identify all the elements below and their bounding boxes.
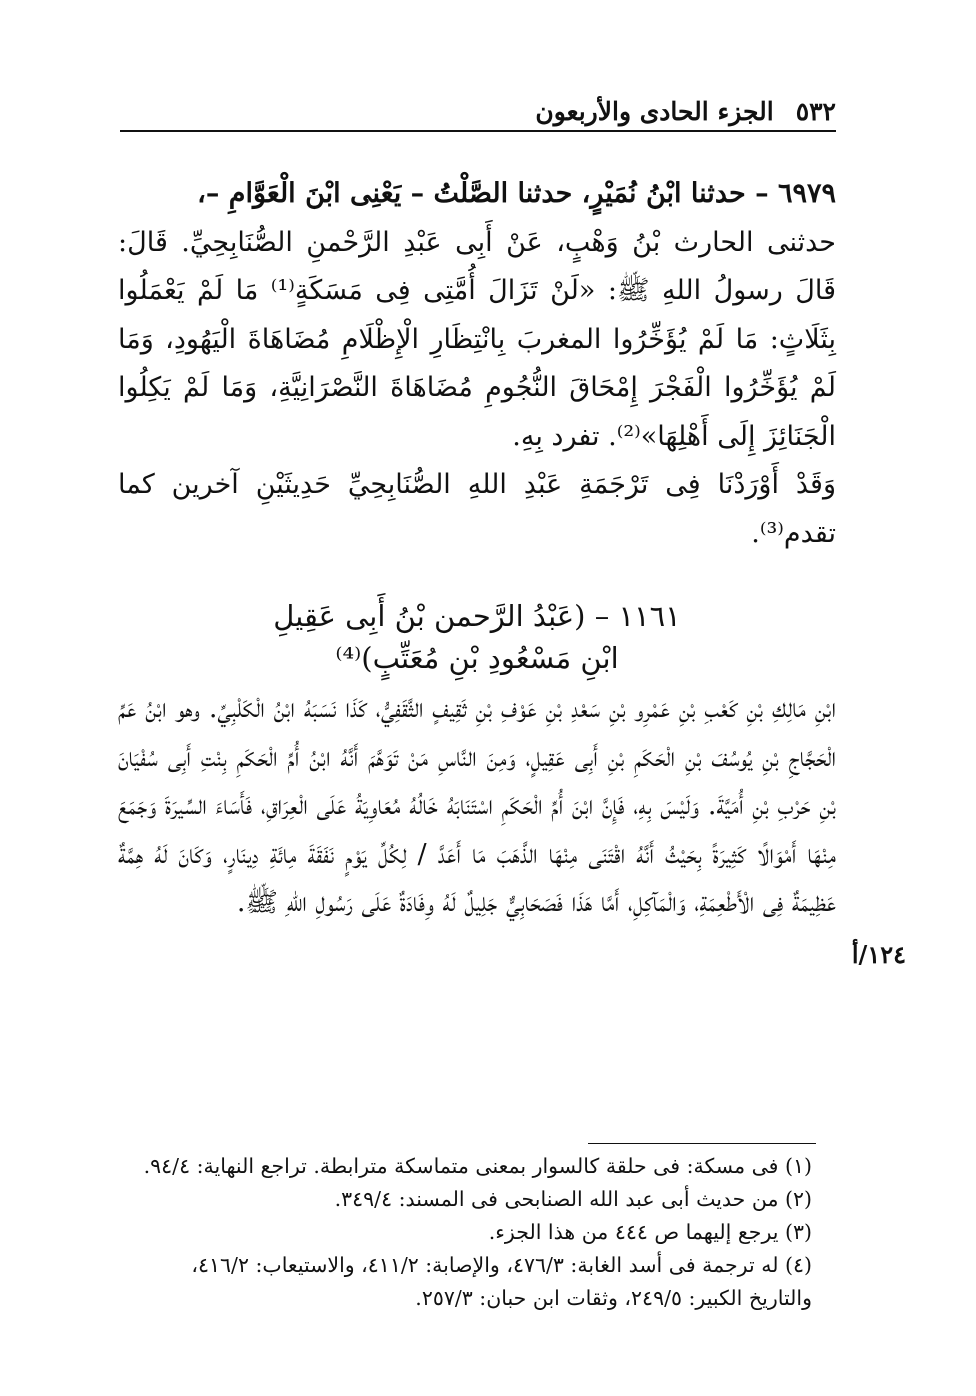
hadith-block xyxy=(118,170,836,558)
footnotes xyxy=(112,1150,812,1315)
hadith-isnad: ٦٩٧٩ – حدثنا ابْنُ نُمَيْرٍ، حدثنا الصَّلْتُ – يَعْنِى ابْنَ الْعَوَّامِ –، xyxy=(197,178,836,209)
footnote-4-continuation: والتاريخ الكبير: ٢٤٩/٥، وثقات ابن حبان: ٢٥٧/٣. xyxy=(415,1286,812,1310)
running-title: الجزء الحادى والأربعون xyxy=(535,97,774,126)
section-title-line1: ١١٦١ – (عَبْدُ الرَّحمن بْنُ أَبِى عَقِيلِ xyxy=(273,599,681,633)
biography-section xyxy=(118,595,836,928)
section-body: ابْنِ مَالِكِ بْنِ كَعْبِ بْنِ عَمْرِو بْنِ سَعْدِ بْنِ عَوْفِ بْنِ ثَقِيفٍ الثَّقَفِيُّ، كَذَا نَسَبَهُ ابْنُ الْكَلْبِيِّ. وهو ابْنُ عَمِّ الْحَجَّاجِ بْنِ يُوسُفَ بْنِ الْحَكَمِ بْنِ أَبِى عَقِيلٍ، وَمِنَ النَّاسِ مَنْ تَوَهَّمَ أَنَّهُ ابْنُ أُمِّ الْحَكَمِ بِنْتِ أَبِى سُفْيَانَ بْنِ حَرْبِ بْنِ أُمَيَّةَ. وَلَيْسَ بِهِ، فَإِنَّ ابْنَ أُمِّ الْحَكَمِ اسْتَنَابَهُ خَالُهُ مُعَاوِيَةُ عَلَى الْعِرَاقِ، فَأَسَاءَ السِّيرَةَ وَجَمَعَ مِنْهَا أَمْوَالًا كَثِيرَةً بِحَيْثُ أَنَّهُ اقْتَنَى مِنْهَا الذَّهَبَ مَا أَعَدَّ / لِكُلِّ يَوْمٍ نَفَقَةَ مِائَةِ دِينَارٍ، وَكَانَ لَهُ هِمَّةٌ عَظِيمَةٌ فِى الْأَطْعِمَةِ، وَالْمَآكِلِ، أَمَّا هَذَا فَصَحَابِيٌّ جَلِيلٌ لَهُ وِفَادَةٌ عَلَى رَسُولِ اللهِ ﷺ. xyxy=(118,693,836,918)
section-title-line2: ابْنِ مَسْعُودِ بْنِ مُعَتِّبٍ)⁽⁴⁾ xyxy=(335,641,619,675)
page-number: ٥٣٢ xyxy=(795,97,836,126)
manuscript-folio-ref: ١٢٤/أ xyxy=(851,940,906,969)
footnote-rule xyxy=(588,1143,816,1144)
footnote-2: (٢) من حديث أبى عبد الله الصنابحى فى المسند: ٣٤٩/٤. xyxy=(334,1187,812,1211)
page-header xyxy=(120,78,836,126)
hadith-text: حدثنى الحارث بْنُ وَهْبٍ، عَنْ أَبِى عَبْدِ الرَّحْمنِ الصُّنَابِحِيِّ. قَالَ: قَالَ رسولُ اللهِ ﷺ: «لَنْ تَزَالَ أُمَّتِى فِى مَسَكَةٍ⁽¹⁾ مَا لَمْ يَعْمَلُوا بِثَلَاثٍ: مَا لَمْ يُؤَخِّرُوا المغربَ بِانْتِظَارِ الْإِظْلَامِ مُضَاهَاةَ الْيَهُودِ، وَمَا لَمْ يُؤَخِّرُوا الْفَجْرَ إِمْحَاقَ النُّجُومِ مُضَاهَاةَ النَّصْرَانِيَّةِ، وَمَا لَمْ يَكِلُوا الْجَنَائِزَ إِلَى أَهْلِهَا»⁽²⁾. تفرد بِهِ. xyxy=(118,226,836,452)
footnote-1: (١) فى مسكة: فى حلقة كالسوار بمعنى متماسكة مترابطة. تراجع النهاية: ٩٤/٤. xyxy=(143,1154,812,1178)
footnote-4: (٤) له ترجمة فى أسد الغابة: ٤٧٦/٣، والإصابة: ٤١١/٢، والاستيعاب: ٤١٦/٢، xyxy=(191,1253,812,1277)
footnote-3: (٣) يرجع إليهما ص ٤٤٤ من هذا الجزء. xyxy=(488,1220,812,1244)
header-rule xyxy=(120,130,836,132)
remark-text: وَقَدْ أَوْرَدْنَا فِى تَرْجَمَةِ عَبْدِ اللهِ الصُّنَابِحِيِّ حَدِيثَيْنِ آخرين كما تقدم⁽³⁾. xyxy=(118,469,836,549)
